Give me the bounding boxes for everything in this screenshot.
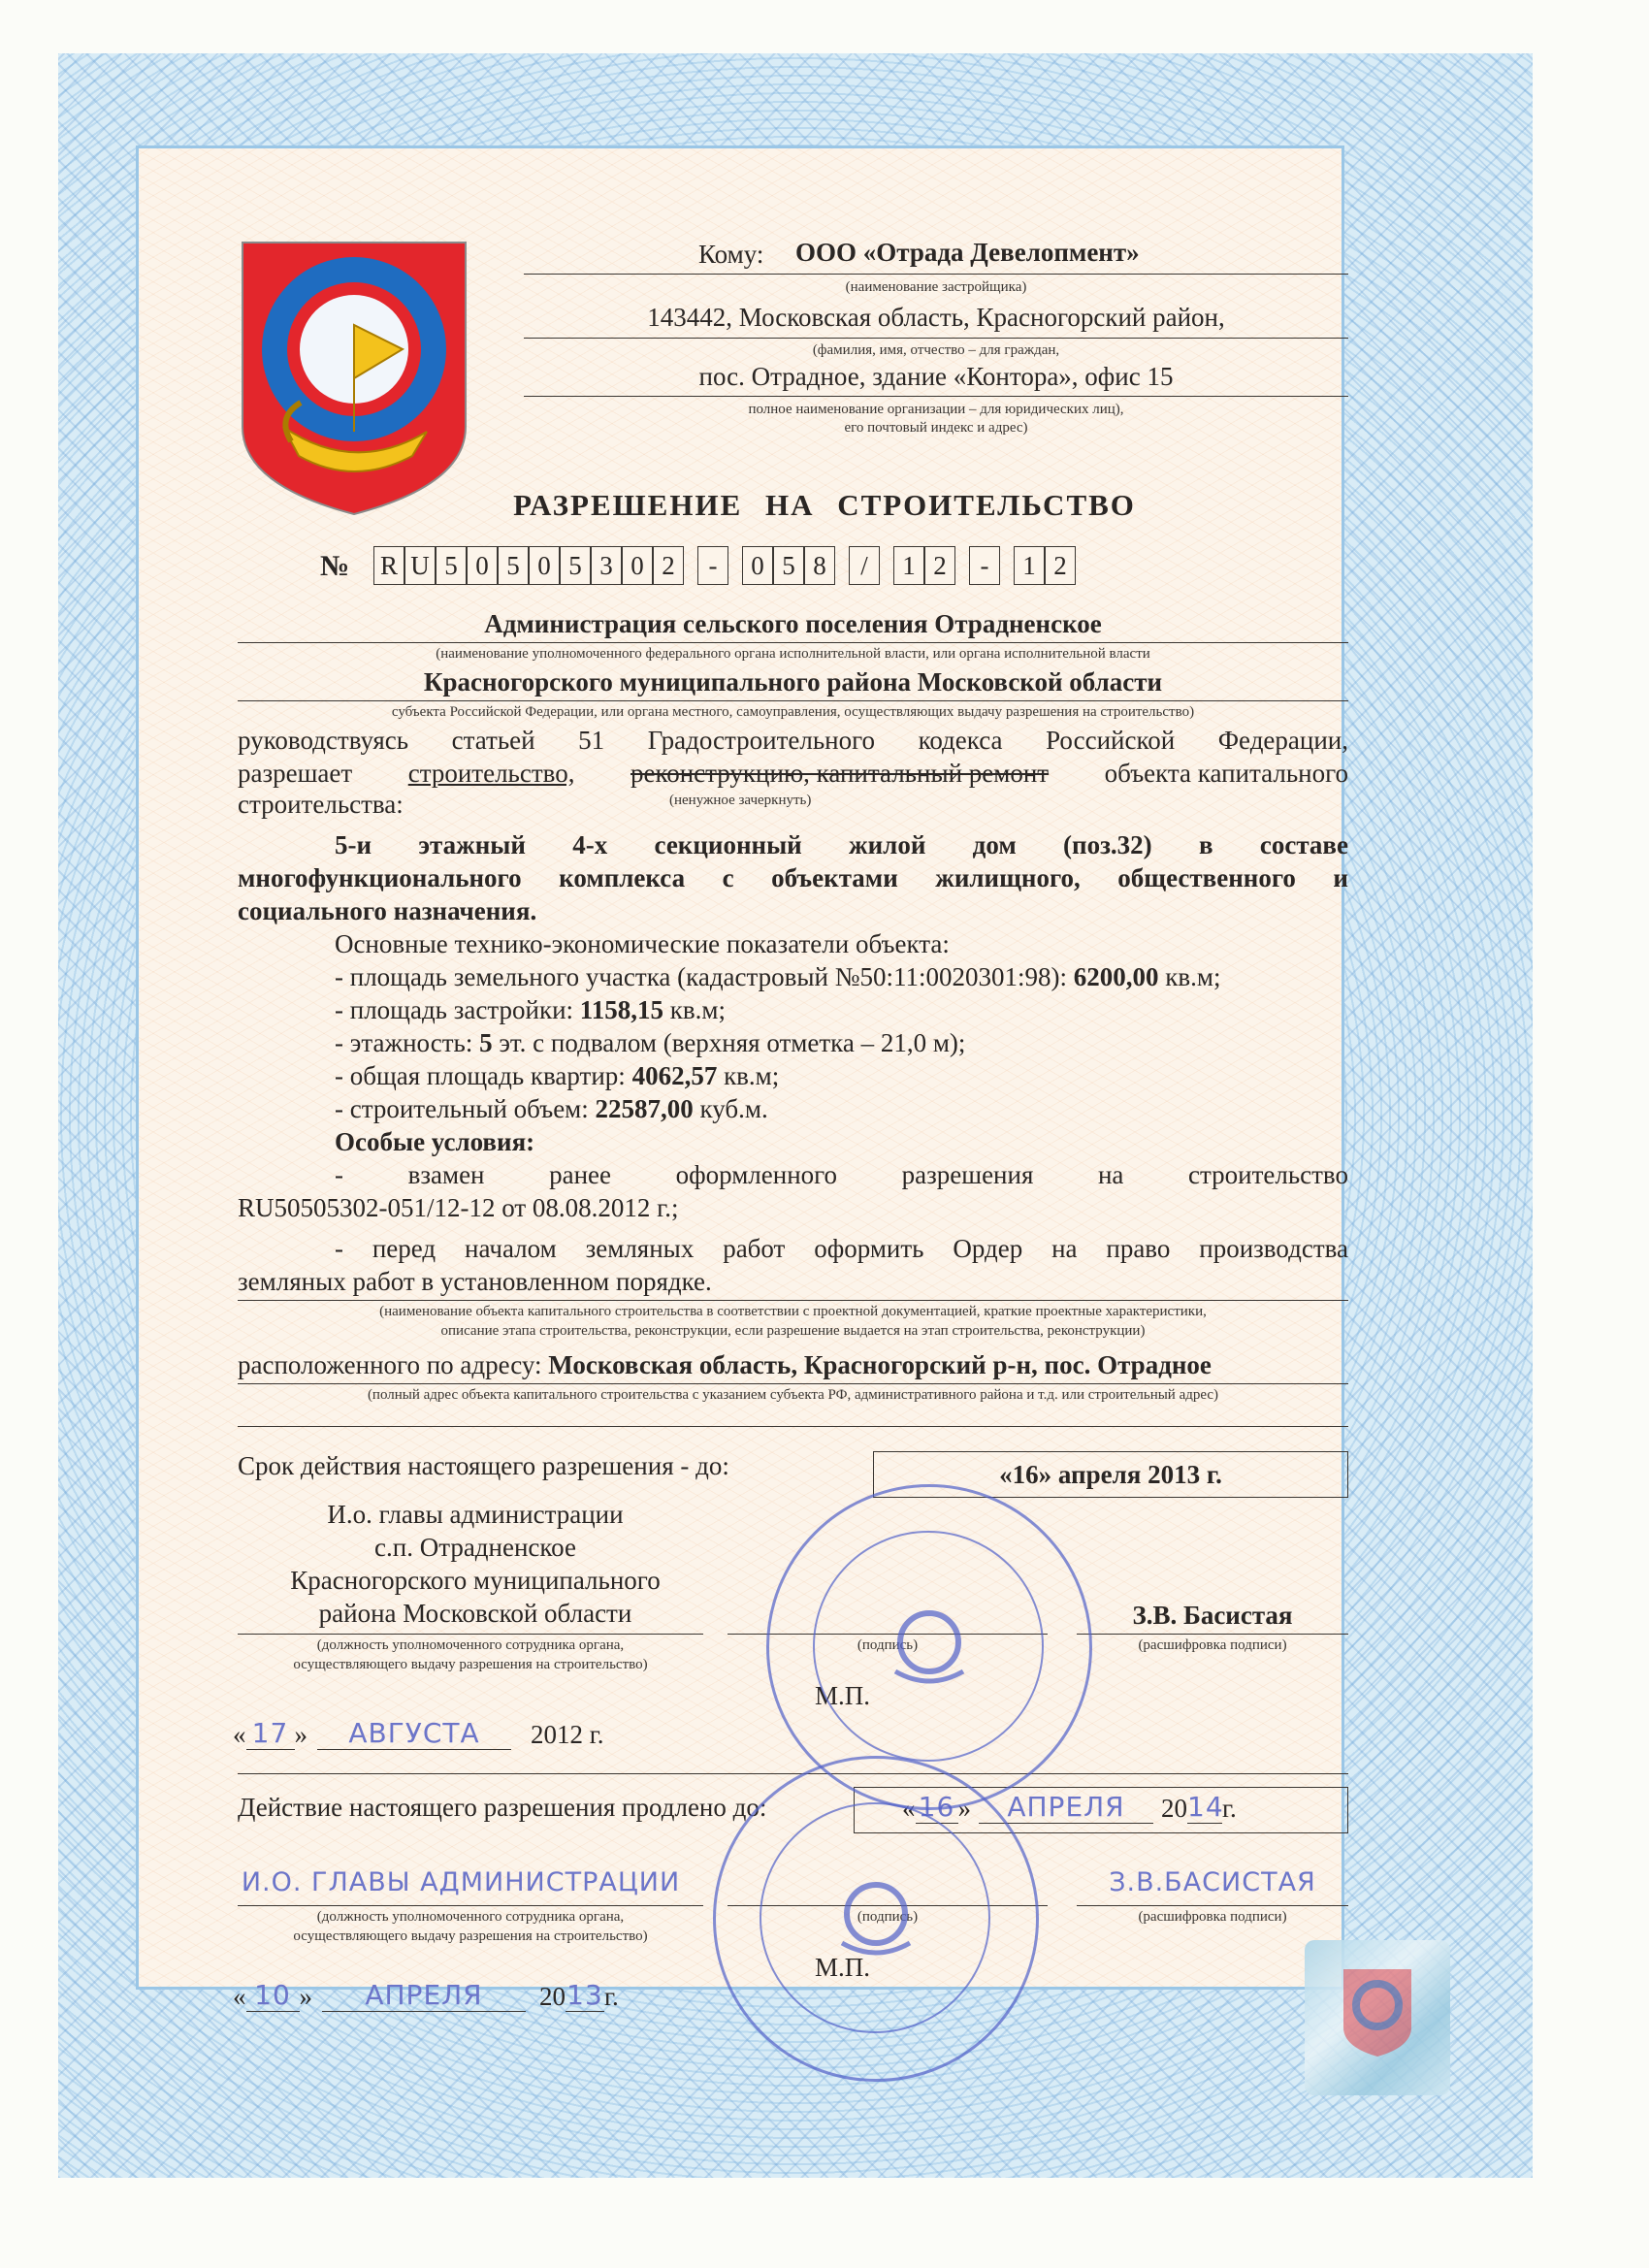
number-cell: 5 (773, 546, 804, 585)
sign1-note-pos1: (должность уполномоченного сотрудника органа, (316, 1637, 625, 1653)
note-fio: (фамилия, имя, отчество – для граждан, (812, 342, 1060, 358)
extension-date-year: 14 (1187, 1791, 1224, 1823)
sign2-note-pos1: (должность уполномоченного сотрудника органа, (316, 1909, 625, 1925)
location-line: расположенного по адресу: Московская область, Красногорский р-н, пос. Отрадное (238, 1350, 1212, 1379)
note-object1: (наименование объекта капитального строительства в соответствии с проектной документацией, краткие проектные характеристики, (379, 1304, 1207, 1319)
note-developer: (наименование застройщика) (845, 279, 1027, 295)
number-cell: - (697, 546, 728, 585)
sign2-position: И.О. ГЛАВЫ АДМИНИСТРАЦИИ (241, 1867, 681, 1897)
extension-label: Действие настоящего разрешения продлено до: (238, 1793, 767, 1822)
validity-label: Срок действия настоящего разрешения - до: (238, 1451, 729, 1480)
sign1-note-name: (расшифровка подписи) (1138, 1637, 1287, 1653)
number-cell: 3 (591, 546, 622, 585)
note-location: (полный адрес объекта капитального строительства с указанием субъекта РФ, административного района и т.д. или строительный адрес) (367, 1387, 1219, 1403)
authority-line1: Администрация сельского поселения Отрадненское (484, 609, 1102, 638)
sign1-position-l4: района Московской области (318, 1599, 632, 1628)
body-capital-object: объекта капитального (1104, 759, 1348, 788)
indicator-apartment-area: - общая площадь квартир: 4062,57 кв.м; (335, 1061, 780, 1090)
special-condition1-line2: RU50505302-051/12-12 от 08.08.2012 г.; (238, 1193, 679, 1222)
note-org1: полное наименование организации – для юридических лиц), (748, 402, 1124, 417)
special-condition1-line1: - взамен ранее оформленного разрешения на строительство (335, 1160, 1348, 1189)
round-stamp-icon (713, 1756, 1039, 2082)
number-cell: 0 (529, 546, 560, 585)
object-line2: многофункционального комплекса с объектами жилищного, общественного и (238, 863, 1348, 892)
to-label: Кому: (698, 240, 764, 269)
object-line3: социального назначения. (238, 896, 537, 925)
sign1-date-month: АВГУСТА (317, 1717, 511, 1750)
sign1-position-l2: с.п. Отрадненское (374, 1533, 576, 1562)
number-label: № (320, 550, 350, 582)
sign2-note-signature: (подпись) (857, 1909, 919, 1925)
validity-date: «16» апреля 2013 г. (999, 1460, 1222, 1489)
sign2-date-month: АПРЕЛЯ (322, 1979, 526, 2012)
developer-name: ООО «Отрада Девелопмент» (795, 238, 1140, 267)
indicators-title: Основные технико-экономические показатели объекта: (335, 929, 950, 958)
number-cell: 2 (1045, 546, 1076, 585)
sign1-date: « 17 » АВГУСТА 2012 г. (233, 1717, 604, 1749)
indicator-floors: - этажность: 5 эт. с подвалом (верхняя отметка – 21,0 м); (335, 1028, 966, 1057)
body-construction: строительство, (407, 759, 575, 788)
round-stamp-icon (766, 1484, 1092, 1810)
number-cell: 5 (436, 546, 467, 585)
sign2-mp: М.П. (815, 1953, 871, 1982)
body-line1: руководствуясь статьей 51 Градостроительного кодекса Российской Федерации, (238, 726, 1348, 755)
body-line2 (238, 759, 1348, 789)
coat-of-arms-icon (233, 233, 475, 524)
indicator-land-area: - площадь земельного участка (кадастровый №50:11:0020301:98): 6200,00 кв.м; (335, 962, 1221, 991)
sign2-note-name: (расшифровка подписи) (1138, 1909, 1287, 1925)
number-cell: 1 (1014, 546, 1045, 585)
number-cell: / (849, 546, 880, 585)
number-cell: 0 (467, 546, 498, 585)
document-title: РАЗРЕШЕНИЕ НА СТРОИТЕЛЬСТВО (513, 488, 1136, 522)
indicator-built-area: - площадь застройки: 1158,15 кв.м; (335, 995, 727, 1024)
special-conditions-title: Особые условия: (335, 1127, 535, 1156)
body-permits: разрешает (238, 759, 353, 788)
sign2-date-year: 13 (566, 1979, 603, 2011)
number-cell: U (404, 546, 436, 585)
extension-date-day: 16 (916, 1791, 958, 1824)
special-condition2-line2: земляных работ в установленном порядке. (238, 1267, 712, 1296)
body-strikethrough: реконструкцию, капитальный ремонт (630, 759, 1050, 788)
note-org2: его почтовый индекс и адрес) (844, 420, 1028, 436)
sign2-name: З.В.БАСИСТАЯ (1109, 1867, 1316, 1897)
sign1-note-pos2: осуществляющего выдачу разрешения на строительство) (293, 1657, 648, 1672)
authority-note1: (наименование уполномоченного федерального органа исполнительной власти, или органа исполнительной власти (436, 646, 1150, 662)
sign1-position-l1: И.о. главы администрации (327, 1500, 624, 1529)
note-object2: описание этапа строительства, реконструкции, если разрешение выдается на этап строительства, реконструкции) (440, 1323, 1146, 1339)
number-cell: 0 (742, 546, 773, 585)
indicator-volume: - строительный объем: 22587,00 куб.м. (335, 1094, 768, 1123)
number-cell: - (969, 546, 1000, 585)
number-cell: R (373, 546, 404, 585)
permit-number (373, 546, 1295, 585)
developer-address-line1: 143442, Московская область, Красногорский район, (647, 303, 1225, 332)
authority-note2: субъекта Российской Федерации, или органа местного, самоуправления, осуществляющих выдачу разрешения на строительство) (391, 704, 1195, 720)
number-cell: 0 (622, 546, 653, 585)
number-cell: 8 (804, 546, 835, 585)
sign1-date-day: 17 (246, 1717, 295, 1750)
sign2-date: « 10 » АПРЕЛЯ 20 13 г. (233, 1979, 619, 2011)
number-cell: 2 (924, 546, 955, 585)
sign1-position-l3: Красногорского муниципального (290, 1566, 661, 1595)
object-line1: 5-и этажный 4-х секционный жилой дом (поз.32) в составе (335, 830, 1348, 859)
number-cell: 2 (653, 546, 684, 585)
special-condition2-line1: - перед началом земляных работ оформить Ордер на право производства (335, 1234, 1348, 1263)
sign1-mp: М.П. (815, 1681, 871, 1710)
extension-date: « 16 » АПРЕЛЯ 20 14 г. (902, 1791, 1237, 1823)
sign1-note-signature: (подпись) (857, 1637, 919, 1653)
sign1-name: З.В. Басистая (1132, 1601, 1293, 1630)
developer-address-line2: пос. Отрадное, здание «Контора», офис 15 (698, 362, 1174, 391)
authority-line2: Красногорского муниципального района Московской области (423, 667, 1163, 697)
body-line3: строительства: (238, 790, 404, 819)
sign2-note-pos2: осуществляющего выдачу разрешения на строительство) (293, 1928, 648, 1944)
sign2-date-day: 10 (246, 1979, 300, 2012)
hologram-icon (1305, 1940, 1450, 2095)
number-cell: 5 (498, 546, 529, 585)
number-cell: 5 (560, 546, 591, 585)
strike-note: (ненужное зачеркнуть) (669, 793, 812, 808)
extension-date-month: АПРЕЛЯ (979, 1791, 1153, 1824)
number-cell: 1 (893, 546, 924, 585)
